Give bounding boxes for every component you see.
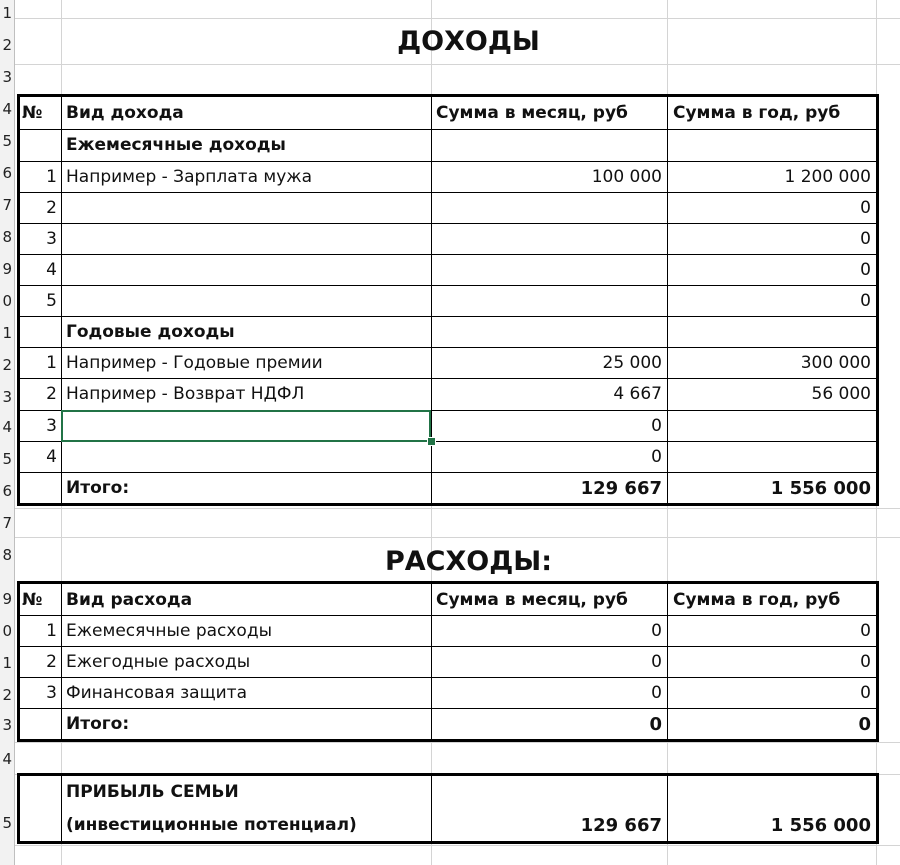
row-header[interactable]: 3: [2, 716, 12, 734]
expenses-total-year[interactable]: 0: [858, 714, 871, 735]
income-annual-row-number: 3: [46, 416, 57, 436]
expenses-col-month-header: Сумма в месяц, руб: [436, 590, 628, 610]
profit-label-line1: ПРИБЫЛЬ СЕМЬИ: [66, 782, 239, 802]
income-monthly-row-number: 1: [46, 167, 57, 187]
income-monthly-month-cell[interactable]: [432, 224, 662, 254]
row-header[interactable]: 6: [2, 164, 12, 182]
income-col-type-header: Вид дохода: [66, 103, 184, 123]
income-monthly-name-cell[interactable]: [66, 224, 426, 254]
income-monthly-month-cell[interactable]: [432, 255, 662, 285]
income-monthly-name-cell[interactable]: [66, 286, 426, 316]
income-col-year-header: Сумма в год, руб: [673, 103, 841, 123]
expense-name-cell[interactable]: Ежемесячные расходы: [66, 621, 273, 641]
income-monthly-name-cell[interactable]: [66, 255, 426, 285]
row-header[interactable]: 4: [2, 750, 12, 768]
income-annual-year-cell[interactable]: 300 000: [800, 353, 871, 373]
income-monthly-row-number: 3: [46, 229, 57, 249]
row-header[interactable]: 5: [2, 814, 12, 832]
expense-month-cell[interactable]: 0: [651, 621, 662, 641]
expense-year-cell[interactable]: 0: [860, 652, 871, 672]
row-header[interactable]: 2: [2, 36, 12, 54]
income-total-label: Итого:: [66, 478, 130, 498]
income-total-month[interactable]: 129 667: [580, 478, 662, 499]
income-monthly-month-cell[interactable]: [432, 286, 662, 316]
row-header[interactable]: 0: [2, 622, 12, 640]
row-header[interactable]: 8: [2, 228, 12, 246]
income-annual-year-cell[interactable]: 56 000: [811, 384, 871, 404]
income-annual-year-cell[interactable]: [668, 411, 871, 441]
expense-row-number: 3: [46, 683, 57, 703]
row-header[interactable]: 4: [2, 100, 12, 118]
income-monthly-name-cell[interactable]: [66, 193, 426, 223]
income-annual-year-cell[interactable]: [668, 442, 871, 472]
expenses-title: РАСХОДЫ:: [384, 546, 553, 577]
row-header[interactable]: 8: [2, 546, 12, 564]
row-header[interactable]: 5: [2, 450, 12, 468]
expenses-total-label: Итого:: [66, 714, 130, 734]
income-monthly-year-cell[interactable]: 0: [860, 198, 871, 218]
expenses-col-year-header: Сумма в год, руб: [673, 590, 841, 610]
income-monthly-month-cell[interactable]: 100 000: [591, 167, 662, 187]
income-annual-month-cell[interactable]: 25 000: [602, 353, 662, 373]
profit-month[interactable]: 129 667: [580, 815, 662, 836]
income-annual-row-number: 4: [46, 447, 57, 467]
income-annual-month-cell[interactable]: 4 667: [613, 384, 662, 404]
income-monthly-year-cell[interactable]: 1 200 000: [784, 167, 871, 187]
expense-name-cell[interactable]: Финансовая защита: [66, 683, 247, 703]
income-col-month-header: Сумма в месяц, руб: [436, 103, 628, 123]
income-monthly-row-number: 5: [46, 291, 57, 311]
row-header[interactable]: 2: [2, 686, 12, 704]
row-header[interactable]: 3: [2, 388, 12, 406]
income-monthly-section: Ежемесячные доходы: [66, 135, 286, 155]
income-monthly-year-cell[interactable]: 0: [860, 229, 871, 249]
profit-label-line2: (инвестиционные потенциал): [66, 815, 357, 835]
expenses-total-month[interactable]: 0: [649, 714, 662, 735]
income-col-num-header: №: [22, 103, 43, 123]
row-header[interactable]: 1: [2, 4, 12, 22]
income-monthly-name-cell[interactable]: Например - Зарплата мужа: [66, 167, 313, 187]
income-total-year[interactable]: 1 556 000: [770, 478, 871, 499]
fill-handle[interactable]: [427, 437, 436, 446]
profit-year[interactable]: 1 556 000: [770, 815, 871, 836]
row-header[interactable]: 7: [2, 196, 12, 214]
row-header[interactable]: 6: [2, 482, 12, 500]
income-title: ДОХОДЫ: [397, 26, 540, 57]
expenses-col-num-header: №: [22, 590, 43, 610]
row-header[interactable]: 0: [2, 292, 12, 310]
expense-year-cell[interactable]: 0: [860, 683, 871, 703]
row-header[interactable]: 5: [2, 132, 12, 150]
expense-row-number: 1: [46, 621, 57, 641]
income-annual-name-cell[interactable]: Например - Годовые премии: [66, 353, 323, 373]
income-monthly-row-number: 2: [46, 198, 57, 218]
row-header[interactable]: 7: [2, 514, 12, 532]
selected-cell[interactable]: [61, 410, 431, 442]
row-header[interactable]: 3: [2, 68, 12, 86]
income-annual-name-cell[interactable]: [66, 442, 426, 472]
row-header[interactable]: 9: [2, 260, 12, 278]
income-annual-row-number: 1: [46, 353, 57, 373]
expense-row-number: 2: [46, 652, 57, 672]
expense-name-cell[interactable]: Ежегодные расходы: [66, 652, 251, 672]
income-monthly-month-cell[interactable]: [432, 193, 662, 223]
expenses-col-type-header: Вид расхода: [66, 590, 193, 610]
income-annual-row-number: 2: [46, 384, 57, 404]
expense-month-cell[interactable]: 0: [651, 683, 662, 703]
row-header[interactable]: 2: [2, 356, 12, 374]
row-header[interactable]: 4: [2, 418, 12, 436]
income-annual-section: Годовые доходы: [66, 322, 235, 342]
income-annual-month-cell[interactable]: 0: [651, 416, 662, 436]
income-monthly-row-number: 4: [46, 260, 57, 280]
expense-month-cell[interactable]: 0: [651, 652, 662, 672]
expense-year-cell[interactable]: 0: [860, 621, 871, 641]
row-header[interactable]: 1: [2, 654, 12, 672]
row-header[interactable]: 1: [2, 324, 12, 342]
income-annual-name-cell[interactable]: Например - Возврат НДФЛ: [66, 384, 305, 404]
income-monthly-year-cell[interactable]: 0: [860, 291, 871, 311]
income-annual-month-cell[interactable]: 0: [651, 447, 662, 467]
income-monthly-year-cell[interactable]: 0: [860, 260, 871, 280]
row-header[interactable]: 9: [2, 590, 12, 608]
